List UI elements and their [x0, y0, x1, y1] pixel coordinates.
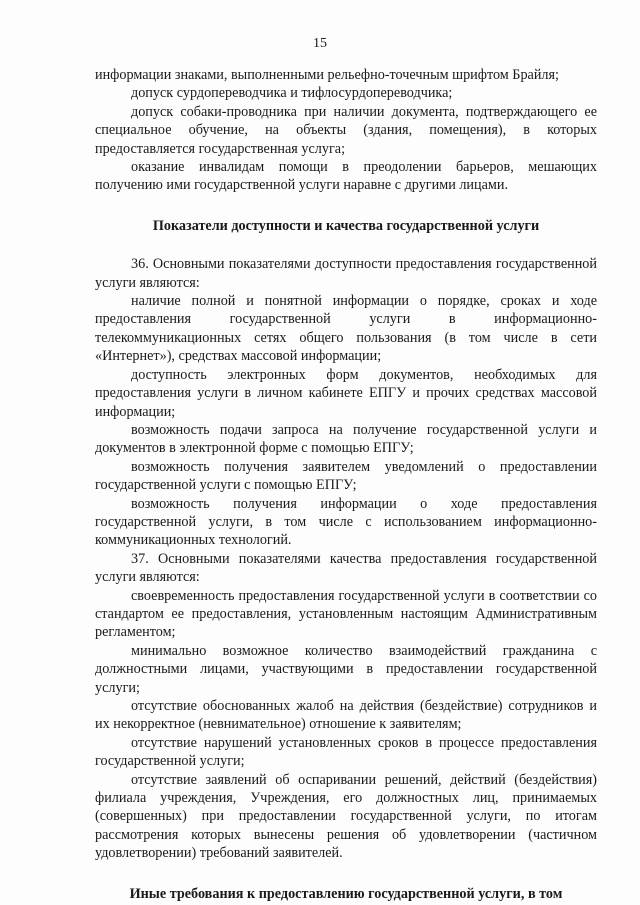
paragraph: наличие полной и понятной информации о порядке, сроках и ходе предоставления государственной услуги в информационно-телекоммуникационных сетях общего пользования (в том числе в сети «Интернет»), средствах массовой информации;	[95, 293, 597, 365]
paragraph: 37. Основными показателями качества предоставления государственной услуги являются:	[95, 550, 597, 586]
page-number: 15	[313, 36, 327, 51]
paragraph: допуск сурдопереводчика и тифлосурдопереводчика;	[131, 85, 453, 102]
paragraph: минимально возможное количество взаимодействий гражданина с должностными лицами, участвующими в предоставлении государственной услуги;	[95, 642, 597, 696]
paragraph: отсутствие обоснованных жалоб на действия (бездействие) сотрудников и их некорректное (невнимательное) отношение к заявителям;	[95, 698, 597, 733]
section-heading-accessibility: Показатели доступности и качества государственной услуги	[152, 217, 540, 234]
paragraph: 36. Основными показателями доступности предоставления государственной услуги являются:	[95, 256, 597, 291]
paragraph: возможность подачи запроса на получение государственной услуги и документов в электронной форме с помощью ЕПГУ;	[95, 421, 597, 457]
paragraph: доступность электронных форм документов, необходимых для предоставления услуги в личном кабинете ЕПГУ и прочих средствах массовой информации;	[95, 366, 597, 420]
paragraph: информации знаками, выполненными рельефно-точечным шрифтом Брайля;	[95, 67, 559, 83]
paragraph: допуск собаки-проводника при наличии документа, подтверждающего ее специальное обучение, на объекты (здания, помещения), в которых предоставляется государственная услуга;	[95, 103, 597, 157]
paragraph: возможность получения заявителем уведомлений о предоставлении государственной услуги с помощью ЕПГУ;	[95, 458, 597, 494]
document-body	[95, 66, 597, 903]
paragraph: возможность получения информации о ходе предоставления государственной услуги, в том числе с использованием информационно-коммуникационных технологий.	[95, 495, 597, 549]
paragraphs-mid	[95, 255, 597, 862]
paragraph: отсутствие нарушений установленных сроков в процессе предоставления государственной услуги;	[95, 734, 597, 770]
paragraph: оказание инвалидам помощи в преодолении барьеров, мешающих получению ими государственной услуги наравне с другими лицами.	[95, 159, 597, 194]
paragraphs-top	[95, 66, 597, 195]
paragraph: своевременность предоставления государственной услуги в соответствии со стандартом ее предоставления, установленным настоящим Административным регламентом;	[95, 587, 597, 641]
section-heading-other-requirements: Иные требования к предоставлению государственной услуги, в том	[129, 885, 563, 902]
paragraph: отсутствие заявлений об оспаривании решений, действий (бездействия) филиала учреждения, Учреждения, его должностных лиц, принимаемых (совершенных) при предоставлении государственной услуги, по итогам рассмотрения которых вынесены решения об удовлетворении (частичном удовлетворении) требований заявителей.	[95, 771, 597, 862]
